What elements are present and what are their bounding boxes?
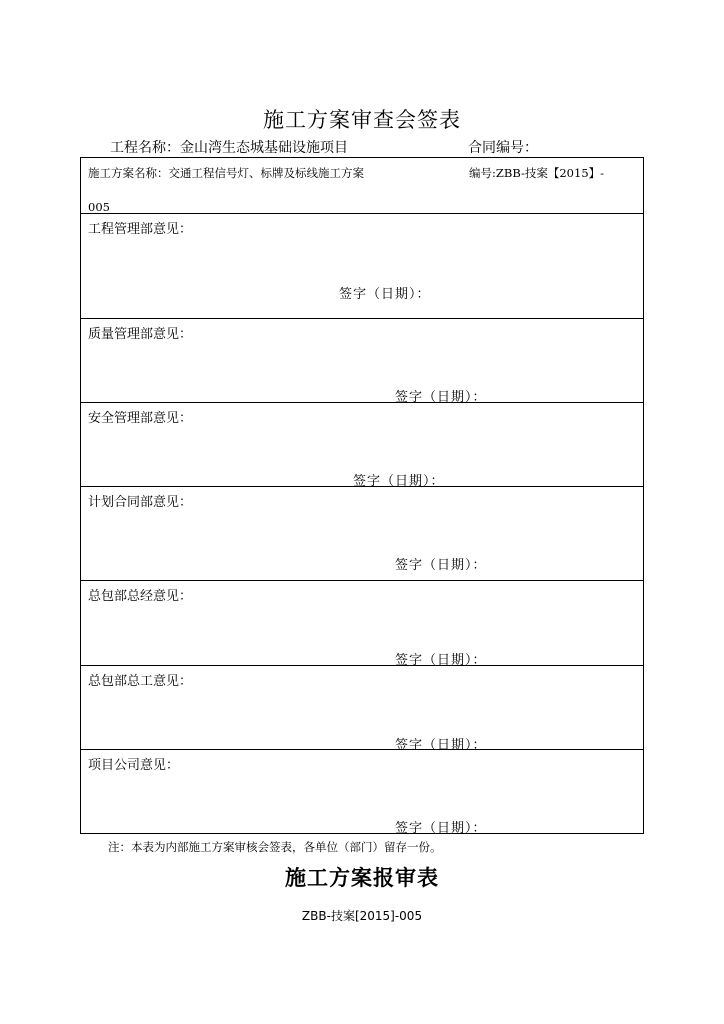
signature-date-field[interactable]: 签字（日期）：	[395, 653, 487, 668]
signature-date-field[interactable]: 签字（日期）：	[353, 474, 445, 489]
section-row	[81, 750, 643, 836]
review-signoff-table	[80, 157, 644, 834]
section-label: 安全管理部意见：	[88, 411, 193, 426]
second-form-code: ZBB-技案[2015]-005	[301, 909, 423, 923]
contract-number-label: 合同编号：	[468, 140, 538, 156]
scheme-code-label: 编号:ZBB-技案【2015】-	[469, 166, 605, 180]
section-label: 总包部总工意见：	[88, 674, 193, 689]
signature-date-field[interactable]: 签字（日期）：	[395, 558, 487, 573]
project-name-label: 工程名称：金山湾生态城基础设施项目	[110, 140, 348, 156]
section-label: 项目公司意见：	[88, 758, 180, 773]
section-row	[81, 581, 643, 666]
section-label: 工程管理部意见：	[88, 222, 193, 237]
page-title: 施工方案审查会签表	[263, 108, 461, 132]
footnote: 注：本表为内部施工方案审核会签表，各单位（部门）留存一份。	[108, 840, 442, 854]
section-label: 计划合同部意见：	[88, 495, 193, 510]
signature-date-field[interactable]: 签字（日期）：	[395, 738, 487, 753]
section-row	[81, 403, 643, 487]
section-label: 质量管理部意见：	[88, 327, 193, 342]
section-row	[81, 319, 643, 403]
section-row	[81, 487, 643, 581]
signature-date-field[interactable]: 签字（日期）：	[395, 821, 487, 836]
signature-date-field[interactable]: 签字（日期）：	[395, 390, 487, 405]
section-label: 总包部总经意见：	[88, 589, 193, 604]
second-form-title: 施工方案报审表	[285, 865, 439, 890]
section-row	[81, 666, 643, 753]
signature-date-field[interactable]: 签字（日期）：	[339, 287, 431, 302]
scheme-code-suffix: 005	[88, 200, 110, 214]
scheme-info-row	[81, 158, 643, 214]
section-row	[81, 214, 643, 319]
scheme-name: 施工方案名称：交通工程信号灯、标牌及标线施工方案	[88, 166, 364, 180]
